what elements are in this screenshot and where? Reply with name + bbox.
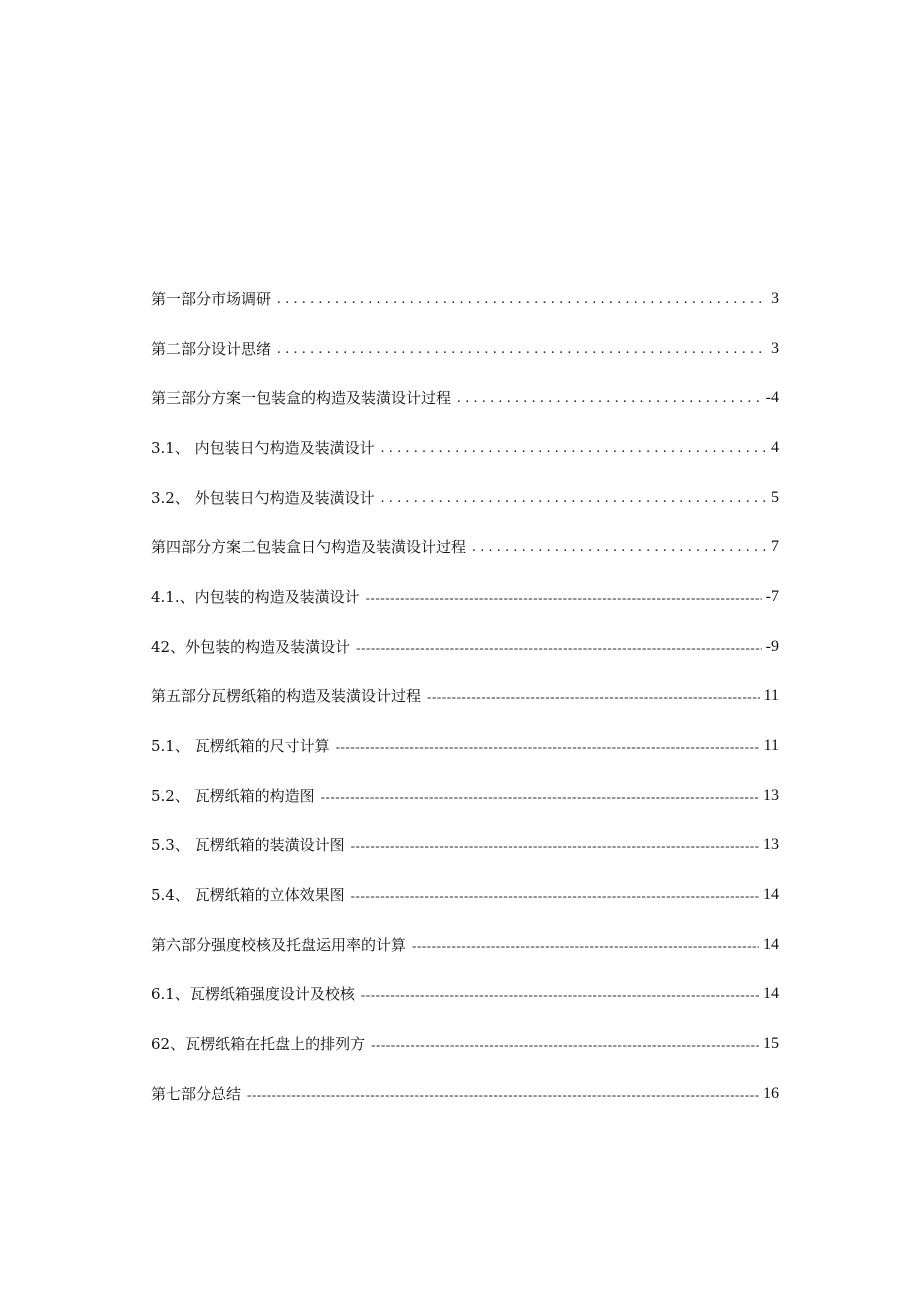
toc-entry[interactable]: [151, 572, 779, 622]
toc-entry-label: 5.3、 瓦楞纸箱的装潢设计图: [151, 836, 345, 855]
toc-entry[interactable]: [151, 821, 779, 871]
toc-entry-label: 4.1.、内包装的构造及装潢设计: [151, 587, 360, 606]
toc-entry[interactable]: [151, 970, 779, 1020]
toc-entry-page: 16: [763, 1084, 779, 1102]
toc-entry-label: 3.2、 外包装日勺构造及装潢设计: [151, 488, 375, 507]
table-of-contents: [151, 274, 779, 1119]
toc-entry[interactable]: [151, 920, 779, 970]
toc-entry-page: 11: [763, 737, 779, 755]
toc-entry-page: 4: [771, 438, 779, 456]
toc-leader-dashes: [321, 786, 759, 806]
toc-entry[interactable]: [151, 522, 779, 572]
toc-entry-label: 5.1、 瓦楞纸箱的尺寸计算: [151, 737, 330, 756]
toc-leader-dashes: [361, 984, 759, 1004]
toc-entry-page: 14: [763, 985, 779, 1003]
toc-entry[interactable]: [151, 324, 779, 374]
toc-leader-dashes: [247, 1084, 759, 1104]
toc-entry-label: 5.2、 瓦楞纸箱的构造图: [151, 786, 315, 805]
toc-entry-label: 第四部分方案二包装盒日勺构造及装潢设计过程: [151, 538, 467, 557]
toc-entry-page: 11: [763, 687, 779, 705]
toc-entry-page: 3: [771, 339, 779, 357]
toc-entry-page: 13: [763, 836, 779, 854]
toc-entry-label: 第二部分设计思绪: [151, 339, 272, 358]
toc-entry[interactable]: [151, 274, 779, 324]
toc-leader-dashes: [371, 1034, 759, 1054]
toc-entry-label: 62、瓦楞纸箱在托盘上的排列方: [151, 1035, 366, 1054]
toc-entry-label: 6.1、瓦楞纸箱强度设计及校核: [151, 985, 355, 1004]
toc-leader-dots: [381, 488, 767, 508]
toc-leader-dashes: [427, 686, 760, 706]
toc-leader-dots: [381, 438, 767, 458]
toc-leader-dashes: [366, 587, 762, 607]
toc-leader-dashes: [351, 835, 759, 855]
toc-entry-page: 7: [771, 538, 779, 556]
toc-entry-page: -4: [765, 389, 779, 407]
toc-entry-label: 3.1、 内包装日勺构造及装潢设计: [151, 438, 375, 457]
toc-entry-page: 14: [763, 886, 779, 904]
toc-entry[interactable]: [151, 423, 779, 473]
toc-entry[interactable]: [151, 1019, 779, 1069]
toc-entry-page: 3: [771, 289, 779, 307]
toc-leader-dashes: [351, 885, 759, 905]
toc-leader-dashes: [356, 637, 762, 657]
toc-leader-dots: [277, 289, 767, 309]
toc-entry-label: 第六部分强度校核及托盘运用率的计算: [151, 935, 407, 954]
toc-entry[interactable]: [151, 672, 779, 722]
toc-entry-label: 第三部分方案一包装盒的构造及装潢设计过程: [151, 389, 452, 408]
toc-entry-label: 5.4、 瓦楞纸箱的立体效果图: [151, 886, 345, 905]
toc-entry-page: 13: [763, 786, 779, 804]
toc-entry[interactable]: [151, 473, 779, 523]
toc-entry[interactable]: [151, 870, 779, 920]
toc-entry-page: 14: [763, 935, 779, 953]
toc-entry[interactable]: [151, 373, 779, 423]
toc-entry[interactable]: [151, 771, 779, 821]
toc-entry[interactable]: [151, 622, 779, 672]
toc-entry-label: 第五部分瓦楞纸箱的构造及装潢设计过程: [151, 687, 422, 706]
toc-entry-label: 第七部分总结: [151, 1084, 242, 1103]
toc-entry-label: 42、外包装的构造及装潢设计: [151, 637, 351, 656]
toc-entry[interactable]: [151, 721, 779, 771]
toc-entry-page: 5: [771, 488, 779, 506]
toc-leader-dashes: [336, 736, 760, 756]
toc-leader-dots: [472, 537, 767, 557]
toc-leader-dashes: [412, 935, 759, 955]
toc-entry[interactable]: [151, 1069, 779, 1119]
toc-entry-page: 15: [763, 1035, 779, 1053]
toc-entry-page: -7: [765, 587, 779, 605]
toc-entry-page: -9: [765, 637, 779, 655]
toc-entry-label: 第一部分市场调研: [151, 289, 272, 308]
toc-leader-dots: [277, 339, 767, 359]
toc-leader-dots: [457, 388, 762, 408]
